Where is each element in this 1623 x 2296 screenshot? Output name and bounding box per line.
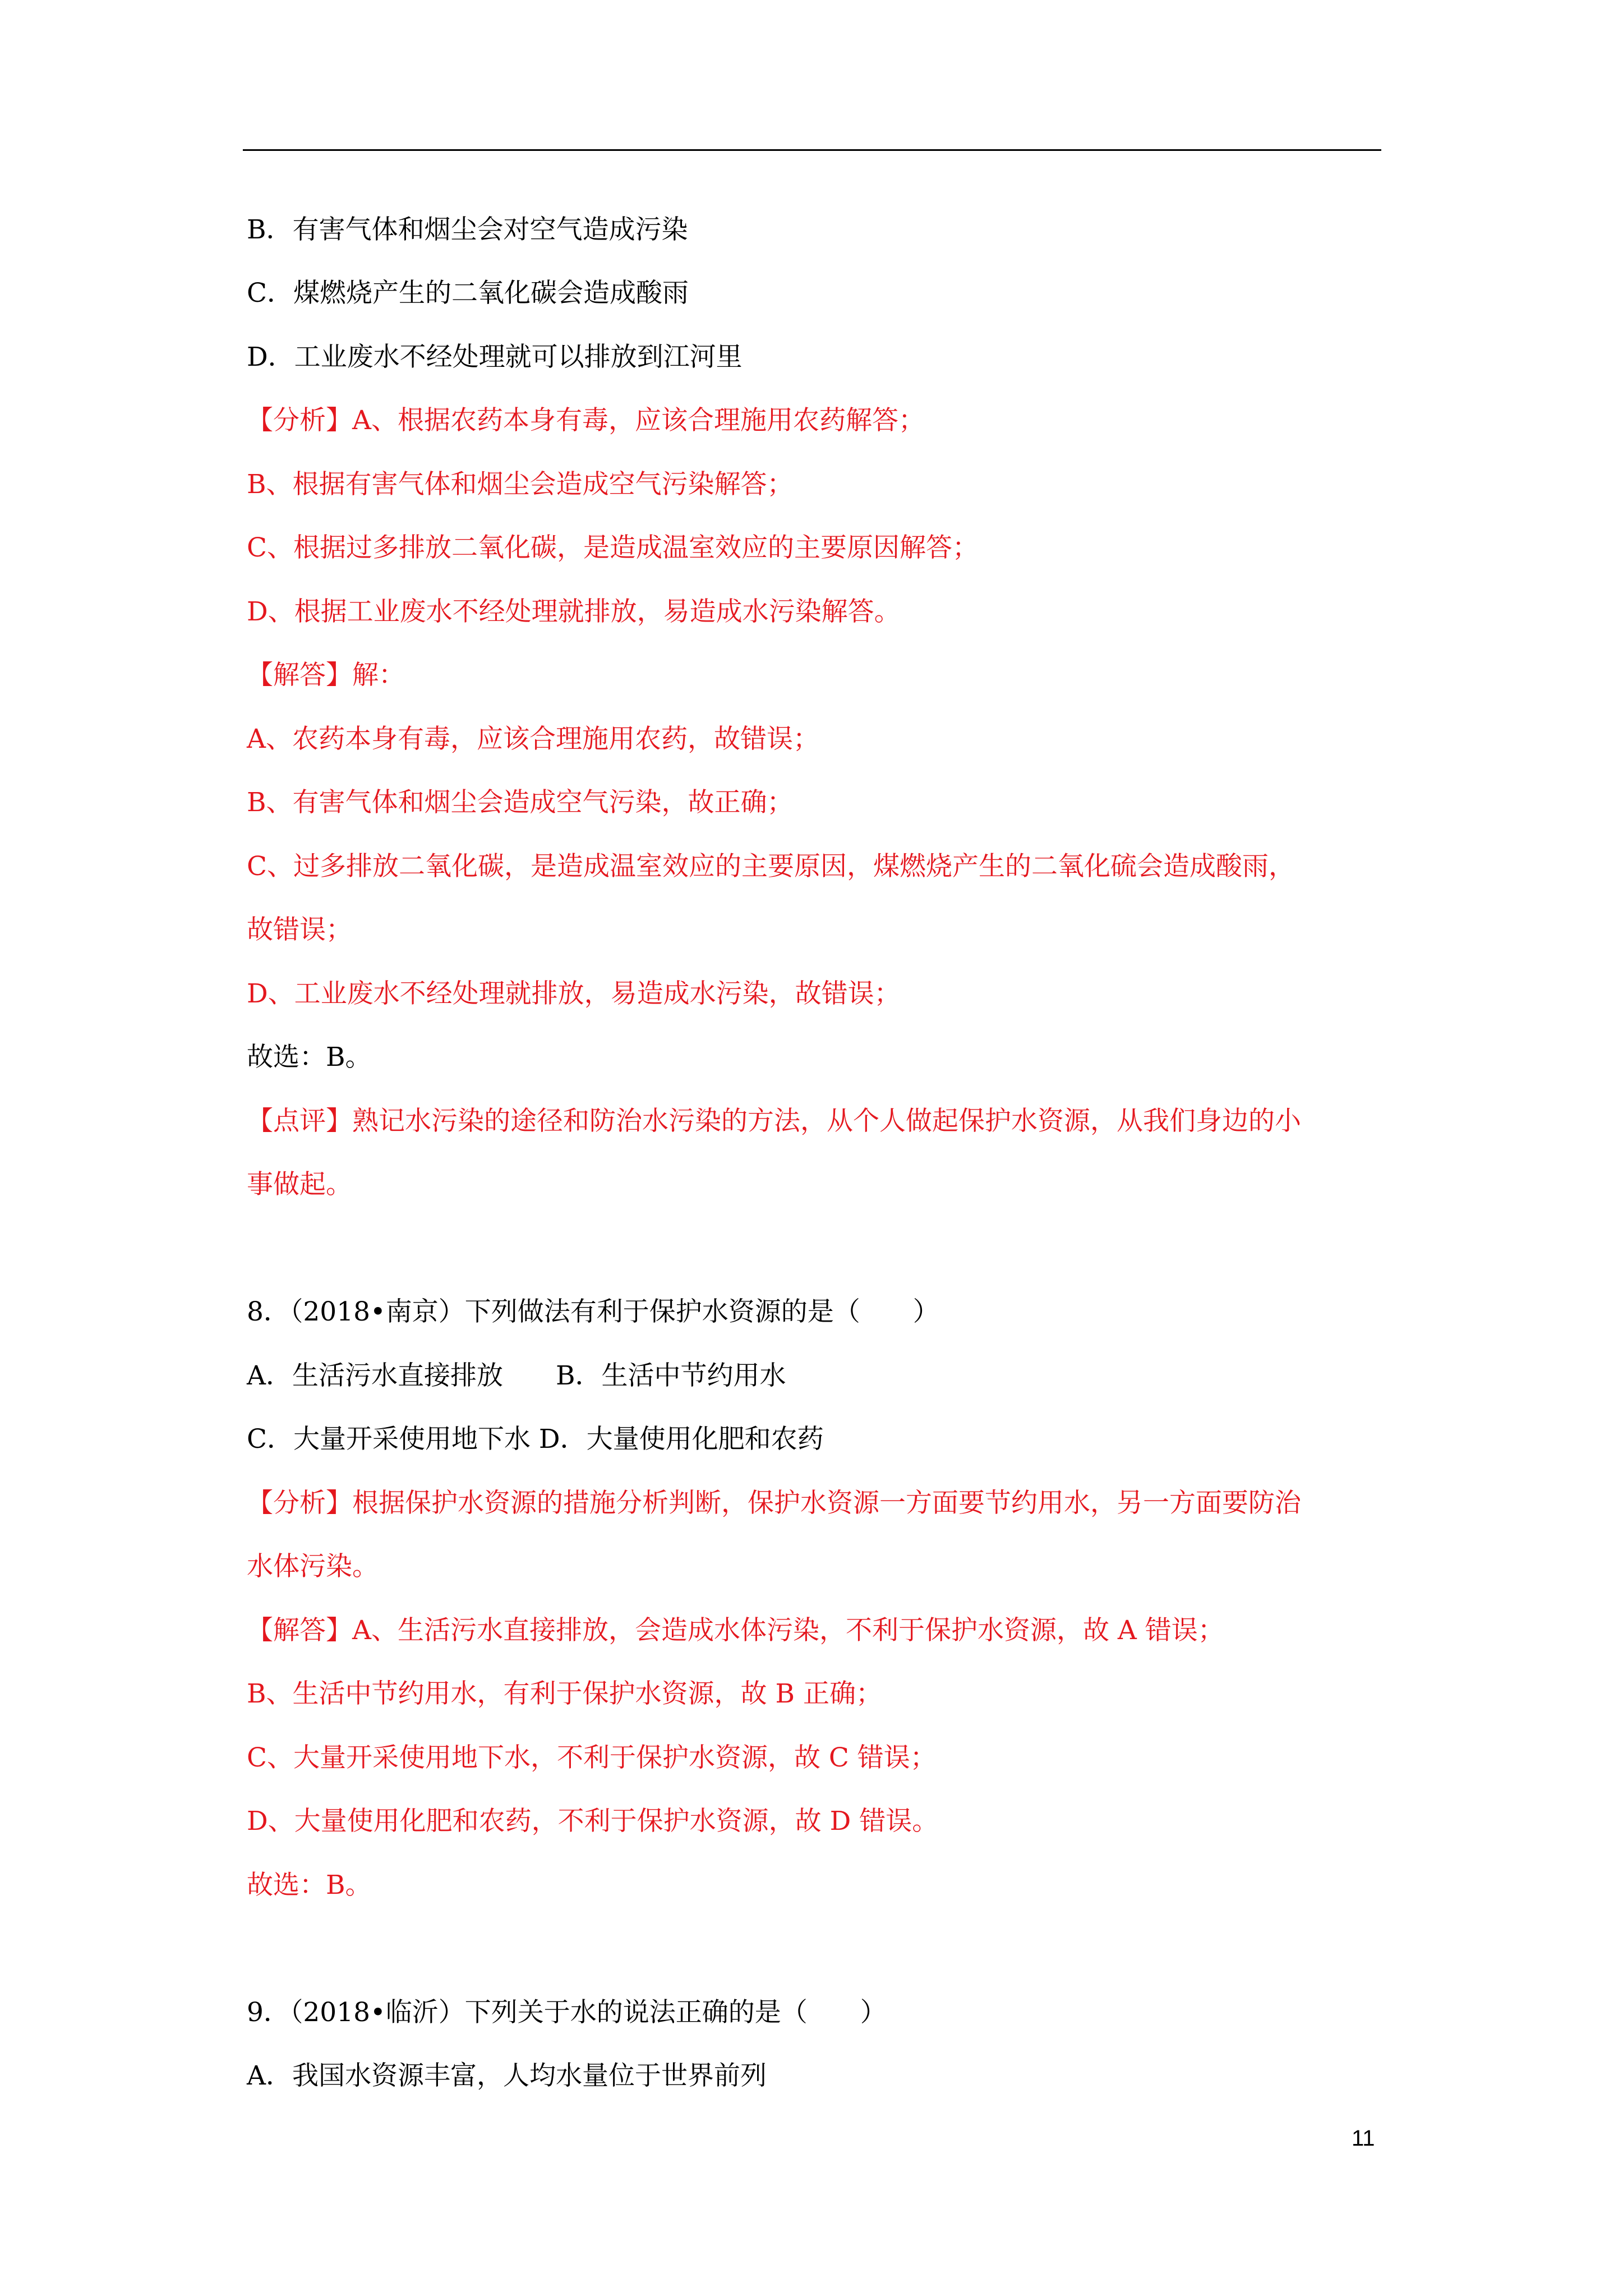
q7-analysis-line: 【分析】A、根据农药本身有毒，应该合理施用农药解答； (247, 405, 925, 436)
q7-answer-line: 故错误； (247, 914, 352, 945)
q8-options-line: C．大量开采使用地下水 D．大量使用化肥和农药 (247, 1424, 824, 1455)
header-rule (243, 149, 1381, 151)
q7-answer-line: D、工业废水不经处理就排放，易造成水污染，故错误； (247, 978, 901, 1009)
q7-option-b: B．有害气体和烟尘会对空气造成污染 (247, 214, 688, 245)
q7-analysis-line: C、根据过多排放二氧化碳，是造成温室效应的主要原因解答； (247, 532, 979, 563)
q7-answer-line: A、农药本身有毒，应该合理施用农药，故错误； (247, 724, 819, 754)
q7-analysis-line: D、根据工业废水不经处理就排放，易造成水污染解答。 (247, 596, 901, 627)
q7-answer-line: 【解答】解： (247, 660, 405, 691)
page-number: 11 (1352, 2126, 1375, 2151)
q7-option-d: D．工业废水不经处理就可以排放到江河里 (247, 342, 743, 372)
q7-option-c: C．煤燃烧产生的二氧化碳会造成酸雨 (247, 278, 689, 309)
q7-choice: 故选：B。 (247, 1042, 372, 1073)
q8-answer-line: 【解答】A、生活污水直接排放，会造成水体污染，不利于保护水资源，故 A 错误； (247, 1615, 1224, 1646)
q8-options-line: A．生活污水直接排放 B．生活中节约用水 (247, 1360, 786, 1391)
q7-answer-line: C、过多排放二氧化碳，是造成温室效应的主要原因，煤燃烧产生的二氧化硫会造成酸雨， (247, 851, 1295, 882)
q8-answer-line: B、生活中节约用水，有利于保护水资源，故 B 正确； (247, 1678, 882, 1709)
q7-analysis-line: B、根据有害气体和烟尘会造成空气污染解答； (247, 469, 794, 500)
q8-analysis-line: 水体污染。 (247, 1551, 379, 1582)
q9-option-a: A．我国水资源丰富，人均水量位于世界前列 (247, 2060, 767, 2091)
q9-stem: 9．（2018•临沂）下列关于水的说法正确的是（ ） (247, 1997, 887, 2028)
q8-stem: 8．（2018•南京）下列做法有利于保护水资源的是（ ） (247, 1296, 939, 1327)
q7-answer-line: B、有害气体和烟尘会造成空气污染，故正确； (247, 787, 794, 818)
q8-choice: 故选：B。 (247, 1870, 372, 1901)
q8-answer-line: C、大量开采使用地下水，不利于保护水资源，故 C 错误； (247, 1742, 937, 1773)
q8-analysis-line: 【分析】根据保护水资源的措施分析判断，保护水资源一方面要节约用水，另一方面要防治 (247, 1488, 1301, 1519)
q7-comment-line: 【点评】熟记水污染的途径和防治水污染的方法，从个人做起保护水资源，从我们身边的小 (247, 1106, 1301, 1137)
q7-comment-line: 事做起。 (247, 1169, 352, 1200)
q8-answer-line: D、大量使用化肥和农药，不利于保护水资源，故 D 错误。 (247, 1806, 939, 1837)
